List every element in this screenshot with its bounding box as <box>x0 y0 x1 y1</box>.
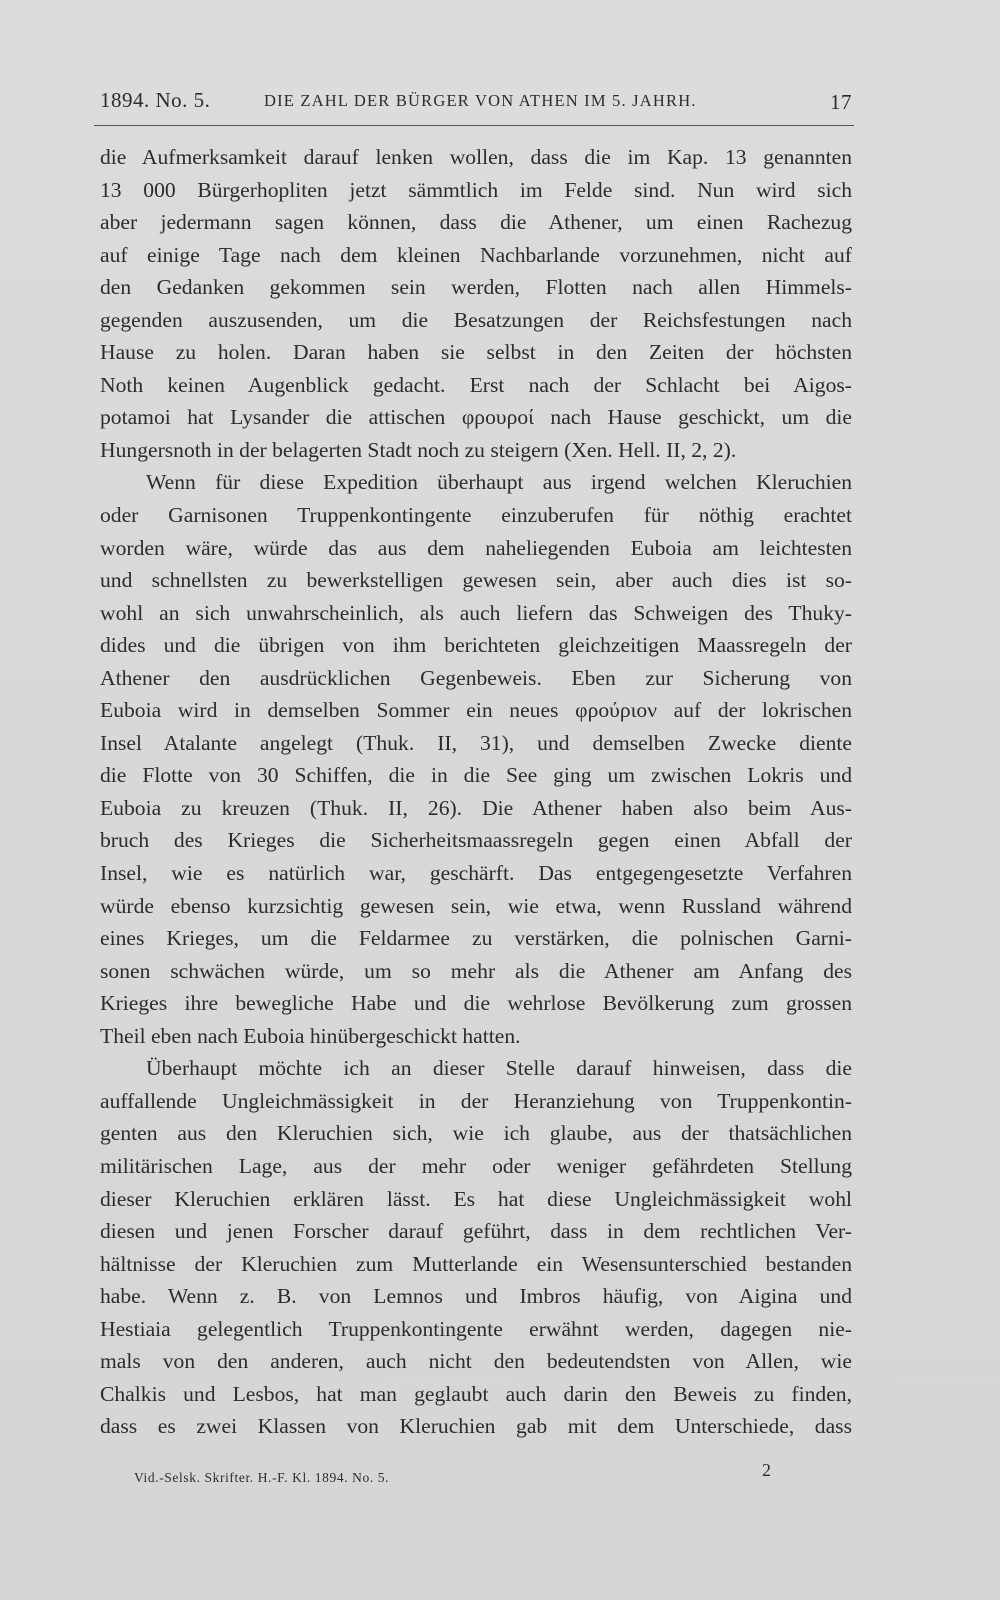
text-line: mals von den anderen, auch nicht den bedeutendsten von Allen, wie <box>100 1349 852 1374</box>
text-line: aber jedermann sagen können, dass die Athener, um einen Rachezug <box>100 210 852 235</box>
text-line: die Flotte von 30 Schiffen, die in die See ging um zwischen Lokris und <box>100 763 852 788</box>
text-line: sonen schwächen würde, um so mehr als die Athener am Anfang des <box>100 958 852 983</box>
text-line: Hestiaia gelegentlich Truppenkontingente erwähnt werden, dagegen nie- <box>100 1316 852 1341</box>
paragraph <box>100 141 852 466</box>
text-line: auffallende Ungleichmässigkeit in der Heranziehung von Truppenkontin- <box>100 1088 852 1113</box>
text-line: dieser Kleruchien erklären lässt. Es hat diese Ungleichmässigkeit wohl <box>100 1186 852 1211</box>
body-text <box>100 141 852 1443</box>
header-volume-info: 1894. No. 5. <box>100 88 211 112</box>
text-line: diesen und jenen Forscher darauf geführt, dass in dem rechtlichen Ver- <box>100 1219 852 1244</box>
text-line: Athener den ausdrücklichen Gegenbeweis. Eben zur Sicherung von <box>100 665 852 690</box>
text-line: Insel, wie es natürlich war, geschärft. Das entgegengesetzte Verfahren <box>100 861 852 886</box>
text-line: Theil eben nach Euboia hinübergeschickt hatten. <box>100 1023 521 1048</box>
text-line: die Aufmerksamkeit darauf lenken wollen, dass die im Kap. 13 genannten <box>100 145 852 169</box>
text-line: genten aus den Kleruchien sich, wie ich glaube, aus der thatsächlichen <box>100 1121 852 1146</box>
text-line: Chalkis und Lesbos, hat man geglaubt auch darin den Beweis zu finden, <box>100 1381 852 1406</box>
text-line: Hause zu holen. Daran haben sie selbst in den Zeiten der höchsten <box>100 340 852 365</box>
text-line: würde ebenso kurzsichtig gewesen sein, wie etwa, wenn Russland während <box>100 893 852 918</box>
header-title: DIE ZAHL DER BÜRGER VON ATHEN IM 5. JAHRH. <box>264 91 697 110</box>
text-line: Krieges ihre bewegliche Habe und die wehrlose Bevölkerung zum grossen <box>100 991 852 1016</box>
text-line: Noth keinen Augenblick gedacht. Erst nach der Schlacht bei Aigos- <box>100 372 852 397</box>
header-rule <box>94 125 854 126</box>
paragraph <box>100 1052 852 1443</box>
text-line: worden wäre, würde das aus dem naheliegenden Euboia am leichtesten <box>100 535 852 560</box>
paragraph <box>100 466 852 1052</box>
text-line: Hungersnoth in der belagerten Stadt noch zu steigern (Xen. Hell. II, 2, 2). <box>100 437 737 462</box>
text-line: habe. Wenn z. B. von Lemnos und Imbros häufig, von Aigina und <box>100 1284 852 1309</box>
text-line: 13 000 Bürgerhopliten jetzt sämmtlich im Felde sind. Nun wird sich <box>100 177 852 202</box>
text-line: auf einige Tage nach dem kleinen Nachbarlande vorzunehmen, nicht auf <box>100 242 852 267</box>
text-line: Euboia wird in demselben Sommer ein neues φρούριον auf der lokrischen <box>100 698 852 723</box>
text-line: eines Krieges, um die Feldarmee zu verstärken, die polnischen Garni- <box>100 926 852 951</box>
footer-signature: Vid.-Selsk. Skrifter. H.-F. Kl. 1894. No. 5. <box>134 1470 390 1485</box>
text-line: Wenn für diese Expedition überhaupt aus irgend welchen Kleruchien <box>146 470 852 495</box>
sheet-number: 2 <box>762 1460 771 1480</box>
text-line: hältnisse der Kleruchien zum Mutterlande ein Wesensunterschied bestanden <box>100 1251 852 1276</box>
text-line: oder Garnisonen Truppenkontingente einzuberufen für nöthig erachtet <box>100 503 852 528</box>
text-line: bruch des Krieges die Sicherheitsmaassregeln gegen einen Abfall der <box>100 828 852 853</box>
text-line: Euboia zu kreuzen (Thuk. II, 26). Die Athener haben also beim Aus- <box>100 795 852 820</box>
text-line: potamoi hat Lysander die attischen φρουροί nach Hause geschickt, um die <box>100 405 852 430</box>
text-line: militärischen Lage, aus der mehr oder weniger gefährdeten Stellung <box>100 1153 852 1178</box>
text-line: den Gedanken gekommen sein werden, Flotten nach allen Himmels- <box>100 275 852 300</box>
text-line: dass es zwei Klassen von Kleruchien gab mit dem Unterschiede, dass <box>100 1414 852 1439</box>
text-line: dides und die übrigen von ihm berichteten gleichzeitigen Maassregeln der <box>100 633 852 658</box>
text-line: wohl an sich unwahrscheinlich, als auch liefern das Schweigen des Thuky- <box>100 600 852 625</box>
running-head <box>100 88 852 120</box>
text-line: und schnellsten zu bewerkstelligen gewesen sein, aber auch dies ist so- <box>100 568 852 593</box>
page-number: 17 <box>830 90 852 114</box>
text-line: Überhaupt möchte ich an dieser Stelle darauf hinweisen, dass die <box>146 1056 852 1081</box>
text-line: gegenden auszusenden, um die Besatzungen der Reichsfestungen nach <box>100 307 852 332</box>
text-line: Insel Atalante angelegt (Thuk. II, 31), und demselben Zwecke diente <box>100 730 852 755</box>
